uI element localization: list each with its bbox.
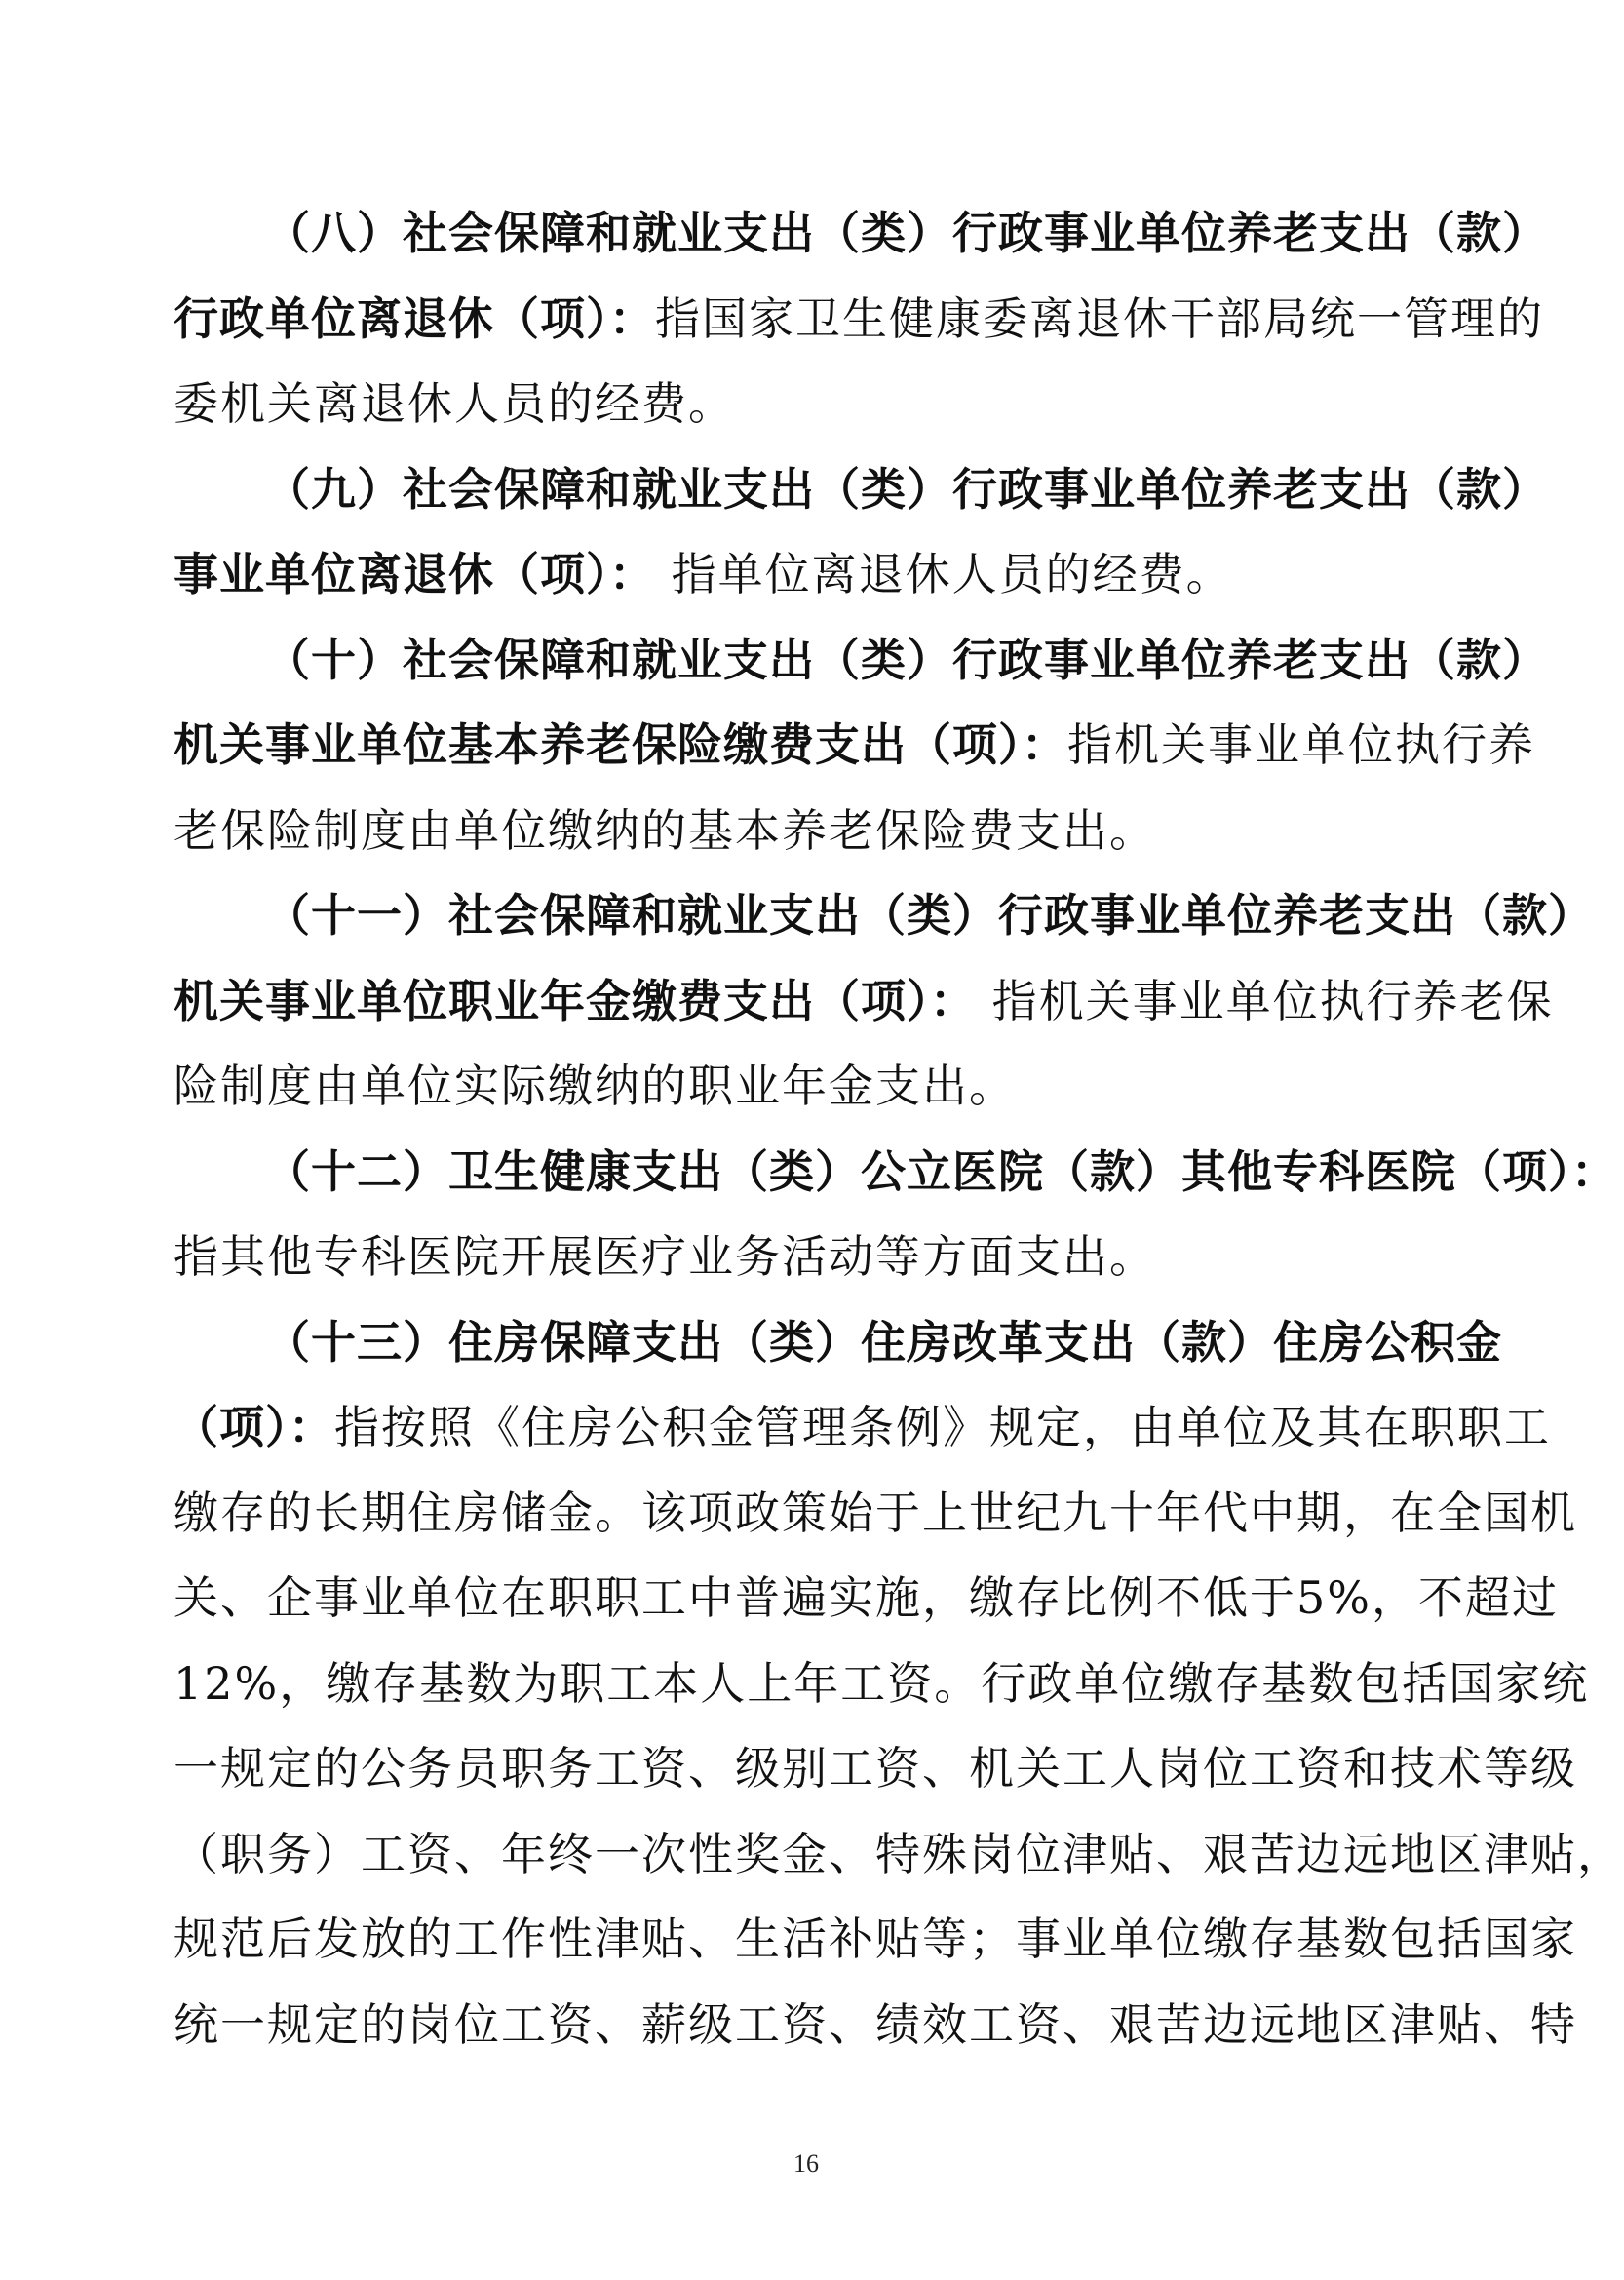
paragraph-line bbox=[174, 703, 1535, 789]
paragraph bbox=[174, 191, 1548, 447]
paragraph-first-line bbox=[174, 447, 1548, 533]
item-body-text: 指机关事业单位执行养老保 bbox=[976, 974, 1554, 1027]
paragraph-first-line bbox=[174, 191, 1548, 277]
paragraph-first-line bbox=[174, 1300, 1502, 1386]
paragraph bbox=[174, 447, 1548, 618]
paragraph bbox=[174, 873, 1594, 1130]
paragraph-line bbox=[174, 532, 1460, 618]
paragraph-line bbox=[174, 277, 1544, 363]
item-heading-text: 机关事业单位职业年金缴费支出（项）： bbox=[174, 974, 976, 1027]
item-body-text: 关、企事业单位在职职工中普遍实施，缴存比例不低于5%，不超过 bbox=[174, 1571, 1559, 1624]
paragraph-line bbox=[174, 1726, 1577, 1812]
item-body-text: 统一规定的岗位工资、薪级工资、绩效工资、艰苦边远地区津贴、特 bbox=[174, 1997, 1577, 2051]
paragraph bbox=[174, 618, 1548, 874]
paragraph bbox=[174, 1300, 1624, 2068]
document-body bbox=[174, 191, 1624, 2067]
item-body-text: 委机关离退休人员的经费。 bbox=[174, 377, 735, 430]
paragraph-line bbox=[174, 1471, 1577, 1557]
item-heading-text: （十一）社会保障和就业支出（类）行政事业单位养老支出（款） bbox=[265, 889, 1594, 942]
item-body-text: 指国家卫生健康委离退休干部局统一管理的 bbox=[655, 291, 1544, 345]
item-heading-text: （十）社会保障和就业支出（类）行政事业单位养老支出（款） bbox=[265, 633, 1548, 686]
paragraph-first-line bbox=[174, 873, 1594, 959]
item-heading-text: （十三）住房保障支出（类）住房改革支出（款）住房公积金 bbox=[265, 1315, 1502, 1369]
item-heading-text: 行政单位离退休（项）： bbox=[174, 291, 655, 345]
paragraph-line bbox=[174, 1897, 1577, 1983]
paragraph-line bbox=[174, 362, 1460, 447]
paragraph-line bbox=[174, 1044, 1460, 1130]
item-heading-text: 事业单位离退休（项）： bbox=[174, 548, 655, 600]
item-heading-text: （十二）卫生健康支出（类）公立医院（款）其他专科医院（项）： bbox=[265, 1144, 1617, 1198]
item-body-text: 指机关事业单位执行养 bbox=[1067, 718, 1535, 771]
item-body-text: 缴存的长期住房储金。该项政策始于上世纪九十年代中期，在全国机 bbox=[174, 1486, 1577, 1539]
item-heading-text: 机关事业单位基本养老保险缴费支出（项）： bbox=[174, 718, 1067, 771]
item-body-text: 险制度由单位实际缴纳的职业年金支出。 bbox=[174, 1060, 1016, 1112]
item-heading-text: （九）社会保障和就业支出（类）行政事业单位养老支出（款） bbox=[265, 462, 1548, 516]
item-body-text: 指其他专科医院开展医疗业务活动等方面支出。 bbox=[174, 1230, 1156, 1283]
item-body-text: 指按照《住房公积金管理条例》规定，由单位及其在职职工 bbox=[334, 1401, 1551, 1453]
item-heading-text: （项）： bbox=[174, 1401, 334, 1453]
item-body-text: 规范后发放的工作性津贴、生活补贴等；事业单位缴存基数包括国家 bbox=[174, 1913, 1577, 1965]
item-body-text: 指单位离退休人员的经费。 bbox=[655, 548, 1233, 600]
paragraph-line bbox=[174, 789, 1460, 874]
paragraph-line bbox=[174, 1812, 1624, 1898]
item-body-text: 一规定的公务员职务工资、级别工资、机关工人岗位工资和技术等级 bbox=[174, 1742, 1577, 1795]
paragraph-line bbox=[174, 1556, 1559, 1642]
item-body-text: （职务）工资、年终一次性奖金、特殊岗位津贴、艰苦边远地区津贴， bbox=[174, 1827, 1624, 1880]
paragraph-line bbox=[174, 1983, 1577, 2068]
item-body-text: 12%，缴存基数为职工本人上年工资。行政单位缴存基数包括国家统 bbox=[174, 1656, 1590, 1710]
paragraph-first-line bbox=[174, 1130, 1617, 1216]
paragraph-line bbox=[174, 1385, 1551, 1471]
paragraph-line bbox=[174, 1215, 1460, 1300]
paragraph-line bbox=[174, 959, 1554, 1045]
item-heading-text: （八）社会保障和就业支出（类）行政事业单位养老支出（款） bbox=[265, 207, 1548, 259]
page-number: 16 bbox=[793, 2149, 819, 2178]
paragraph-line bbox=[174, 1642, 1590, 1727]
paragraph bbox=[174, 1130, 1617, 1300]
paragraph-first-line bbox=[174, 618, 1548, 704]
item-body-text: 老保险制度由单位缴纳的基本养老保险费支出。 bbox=[174, 803, 1156, 857]
